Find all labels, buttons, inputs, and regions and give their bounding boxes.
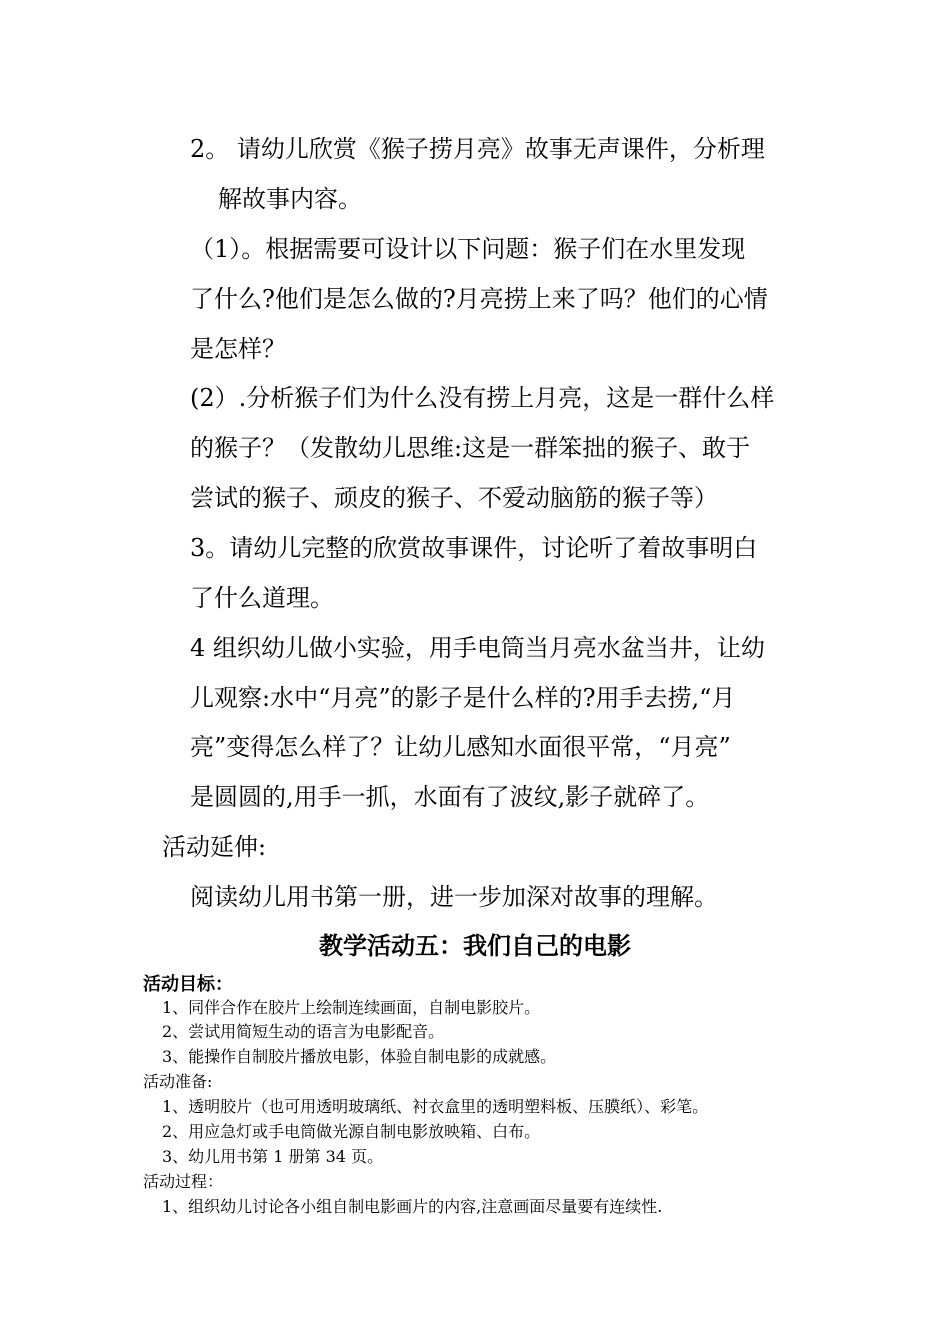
prep-item-1: 1、透明胶片（也可用透明玻璃纸、衬衣盒里的透明塑料板、压膜纸）、彩笔。 [162, 1097, 709, 1116]
item4-line4: 是圆圆的,用手一抓，水面有了波纹,影子就碎了。 [190, 783, 710, 811]
sub1-line2: 了什么?他们是怎么做的?月亮捞上来了吗？他们的心情 [190, 285, 768, 313]
sub1-line3: 是怎样？ [190, 335, 286, 363]
item2-line1: 2。 请幼儿欣赏《猴子捞月亮》故事无声课件，分析理 [190, 135, 765, 163]
sub2-line1: (2）.分析猴子们为什么没有捞上月亮，这是一群什么样 [190, 384, 775, 412]
lesson-title: 教学活动五：我们自己的电影 [319, 932, 631, 960]
goals-heading: 活动目标： [143, 974, 233, 995]
goal-item-1: 1、同伴合作在胶片上绘制连续画面，自制电影胶片。 [162, 998, 541, 1017]
item4-line3: 亮”变得怎么样了？让幼儿感知水面很平常，“月亮” [190, 733, 731, 761]
sub2-line3: 尝试的猴子、顽皮的猴子、不爱动脑筋的猴子等） [190, 484, 718, 512]
sub2-line2: 的猴子？（发散幼儿思维:这是一群笨拙的猴子、敢于 [190, 434, 751, 462]
prep-heading: 活动准备: [143, 1072, 213, 1091]
extension-text: 阅读幼儿用书第一册，进一步加深对故事的理解。 [190, 883, 718, 911]
process-heading: 活动过程： [143, 1172, 224, 1191]
prep-item-2: 2、用应急灯或手电筒做光源自制电影放映箱、白布。 [162, 1122, 541, 1141]
item4-line2: 儿观察:水中“月亮”的影子是什么样的?用手去捞,“月 [190, 684, 736, 712]
goal-item-2: 2、尝试用简短生动的语言为电影配音。 [162, 1022, 445, 1041]
item3-line2: 了什么道理。 [190, 584, 334, 612]
item4-line1: 4 组织幼儿做小实验，用手电筒当月亮水盆当井，让幼 [190, 634, 765, 662]
goal-item-3: 3、能操作自制胶片播放电影，体验自制电影的成就感。 [162, 1047, 557, 1066]
process-item-1: 1、组织幼儿讨论各小组自制电影画片的内容,注意画面尽量要有连续性. [162, 1197, 663, 1216]
item3-line1: 3。请幼儿完整的欣赏故事课件，讨论听了着故事明白 [190, 534, 758, 562]
item2-line2: 解故事内容。 [218, 185, 362, 213]
prep-item-3: 3、幼儿用书第 1 册第 34 页。 [162, 1147, 384, 1166]
sub1-line1: （1）。根据需要可设计以下问题：猴子们在水里发现 [190, 235, 746, 263]
extension-heading: 活动延伸: [162, 833, 267, 861]
